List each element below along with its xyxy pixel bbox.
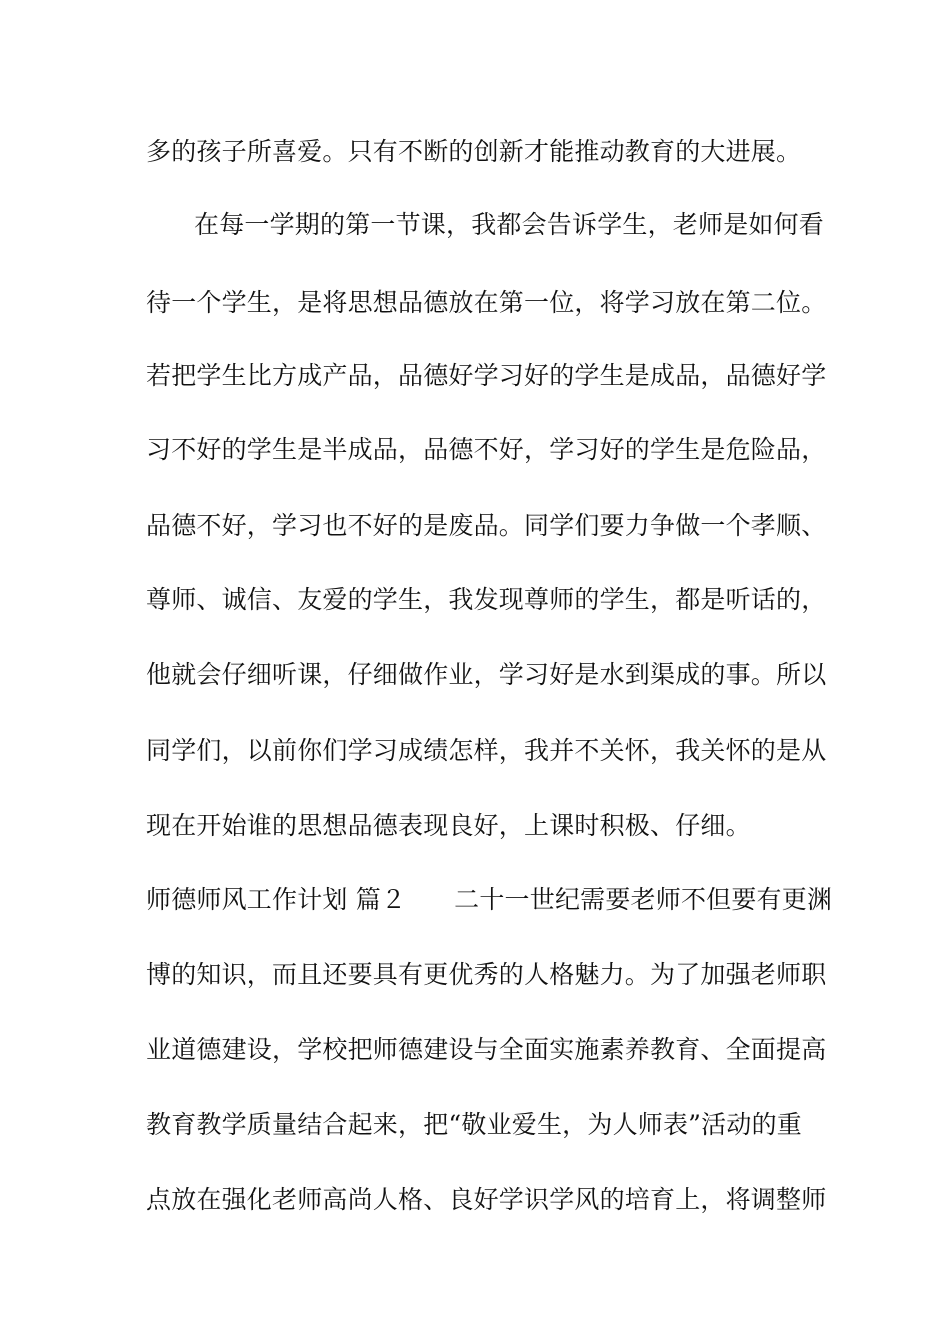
text-line: 同学们，以前你们学习成绩怎样，我并不关怀，我关怀的是从 [146, 736, 827, 765]
text-line: 尊师、诚信、友爱的学生，我发现尊师的学生，都是听话的， [146, 585, 827, 614]
paragraph-first-line: 在每一学期的第一节课，我都会告诉学生，老师是如何看 [194, 210, 825, 239]
text-line: 教育教学质量结合起来，把“敬业爱生，为人师表”活动的重 [146, 1110, 802, 1139]
text-line: 若把学生比方成产品，品德好学习好的学生是成品，品德好学 [146, 361, 827, 390]
text-line: 品德不好，学习也不好的是废品。同学们要力争做一个孝顺、 [146, 511, 827, 540]
text-line: 业道德建设，学校把师德建设与全面实施素养教育、全面提高 [146, 1035, 827, 1064]
text-line: 他就会仔细听课，仔细做作业，学习好是水到渠成的事。所以 [146, 660, 827, 689]
text-line: 待一个学生，是将思想品德放在第一位，将学习放在第二位。 [146, 288, 827, 317]
text-line: 点放在强化老师高尚人格、良好学识学风的培育上，将调整师 [146, 1185, 827, 1214]
text-line: 博的知识，而且还要具有更优秀的人格魅力。为了加强老师职 [146, 960, 827, 989]
text-line: 习不好的学生是半成品，品德不好，学习好的学生是危险品， [146, 435, 827, 464]
text-line: 现在开始谁的思想品德表现良好，上课时积极、仔细。 [146, 811, 751, 840]
section-heading: 师德师风工作计划 篇２ [146, 885, 407, 914]
section-heading-line [146, 880, 833, 920]
text-line: 多的孩子所喜爱。只有不断的创新才能推动教育的大进展。 [146, 137, 802, 166]
heading-continuation-text: 二十一世纪需要老师不但要有更渊 [454, 885, 833, 914]
